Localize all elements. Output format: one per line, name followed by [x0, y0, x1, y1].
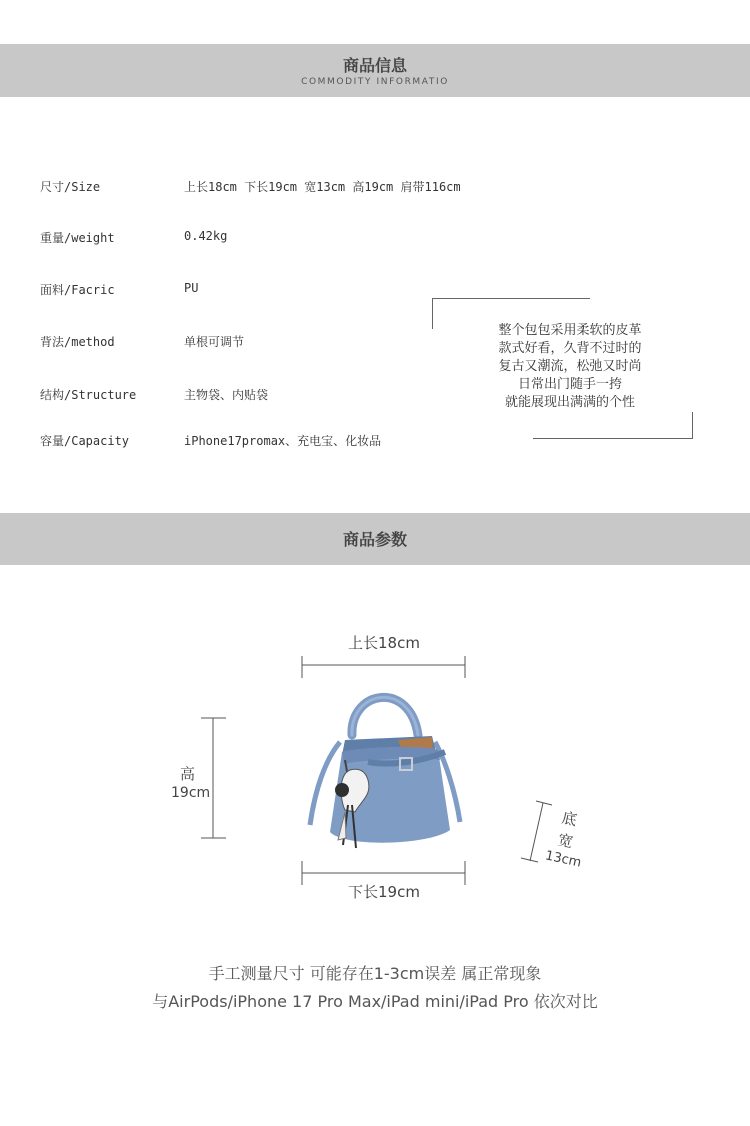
dim-height-char: 高: [180, 765, 196, 783]
quote-line: 就能展现出满满的个性: [504, 395, 635, 410]
section-title: 商品信息: [342, 56, 407, 75]
spec-value: 主物袋、内贴袋: [184, 388, 269, 402]
spec-value: 单根可调节: [184, 335, 245, 349]
spec-value: PU: [184, 281, 199, 295]
dim-top-line: [302, 656, 465, 678]
dim-depth-char1: 底: [560, 808, 579, 830]
dim-bottom-line: [302, 861, 465, 885]
dim-depth-line: [521, 801, 552, 862]
spec-key: 结构/Structure: [40, 388, 137, 402]
spec-value: 0.42kg: [184, 229, 228, 243]
section-title: 商品参数: [342, 530, 407, 549]
dim-depth-value: 13cm: [543, 848, 583, 871]
section-subtitle: COMMODITY INFORMATIO: [301, 77, 449, 87]
dim-depth-char2: 宽: [556, 830, 575, 852]
spec-key: 尺寸/Size: [40, 180, 101, 194]
comparison-note: 与AirPods/iPhone 17 Pro Max/iPad mini/iPad Pro 依次对比: [152, 992, 598, 1011]
spec-key: 面料/Facric: [40, 283, 115, 297]
dim-height-value: 19cm: [171, 785, 211, 801]
spec-key: 容量/Capacity: [40, 434, 130, 448]
quote-line: 整个包包采用柔软的皮革: [498, 323, 642, 338]
quote-line: 款式好看，久背不过时的: [498, 341, 642, 356]
spec-key: 重量/weight: [40, 231, 115, 245]
dim-top-label: 上长18cm: [348, 634, 420, 652]
measurement-note: 手工测量尺寸 可能存在1-3cm误差 属正常现象: [208, 964, 542, 983]
spec-value: iPhone17promax、充电宝、化妆品: [184, 434, 382, 448]
spec-value: 上长18cm 下长19cm 宽13cm 高19cm 肩带116cm: [184, 180, 461, 194]
spec-key: 背法/method: [40, 335, 115, 349]
bucket-bag-image: [310, 697, 460, 848]
quote-line: 日常出门随手一挎: [517, 377, 622, 392]
dim-bottom-label: 下长19cm: [348, 883, 420, 901]
quote-line: 复古又潮流，松弛又时尚: [498, 359, 642, 374]
dim-height-line: [201, 718, 226, 838]
